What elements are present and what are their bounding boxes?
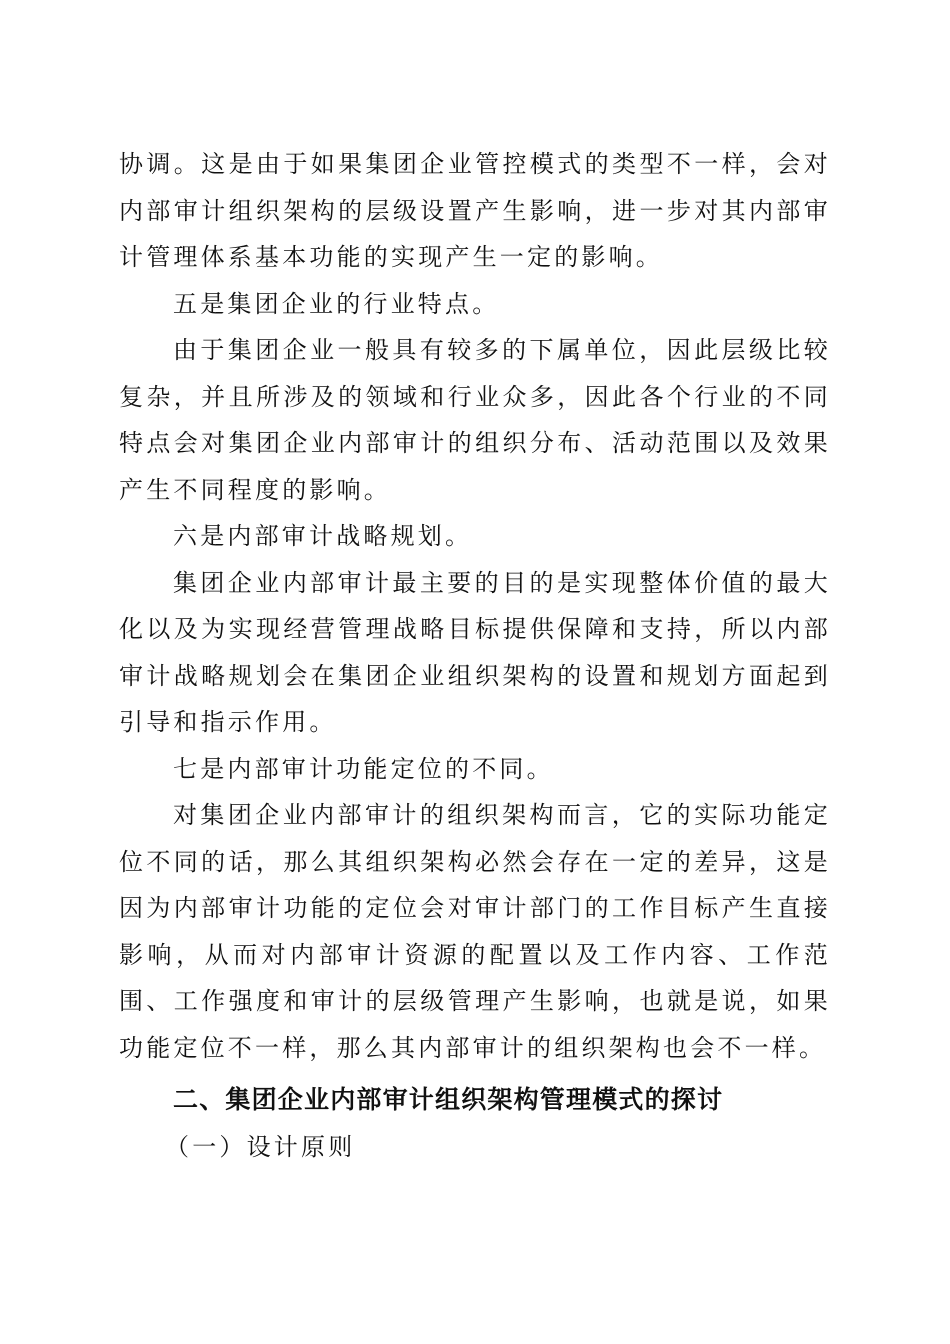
point-six-heading: 六是内部审计战略规划。 — [173, 522, 473, 550]
point-seven-heading: 七是内部审计功能定位的不同。 — [173, 754, 554, 783]
point-five-heading: 五是集团企业的行业特点。 — [173, 289, 500, 318]
paragraph-continuation: 协调。这是由于如果集团企业管控模式的类型不一样，会对内部审计组织架构的层级设置产生影响，进一步对其内部审计管理体系基本功能的实现产生一定的影响。 — [119, 150, 831, 271]
document-page — [119, 141, 831, 1170]
paragraph-function: 对集团企业内部审计的组织架构而言，它的实际功能定位不同的话，那么其组织架构必然会存在一定的差异，这是因为内部审计功能的定位会对审计部门的工作目标产生直接影响，从而对内部审计资源的配置以及工作内容、工作范围、工作强度和审计的层级管理产生影响，也就是说，如果功能定位不一样，那么其内部审计的组织架构也会不一样。 — [119, 801, 831, 1062]
section-heading: 二、集团企业内部审计组织架构管理模式的探讨 — [173, 1085, 724, 1114]
paragraph-strategy: 集团企业内部审计最主要的目的是实现整体价值的最大化以及为实现经营管理战略目标提供保障和支持，所以内部审计战略规划会在集团企业组织架构的设置和规划方面起到引导和指示作用。 — [119, 568, 831, 736]
subsection-heading: （一）设计原则 — [165, 1132, 356, 1161]
paragraph-industry: 由于集团企业一般具有较多的下属单位，因此层级比较复杂，并且所涉及的领域和行业众多，因此各个行业的不同特点会对集团企业内部审计的组织分布、活动范围以及效果产生不同程度的影响。 — [119, 336, 831, 504]
